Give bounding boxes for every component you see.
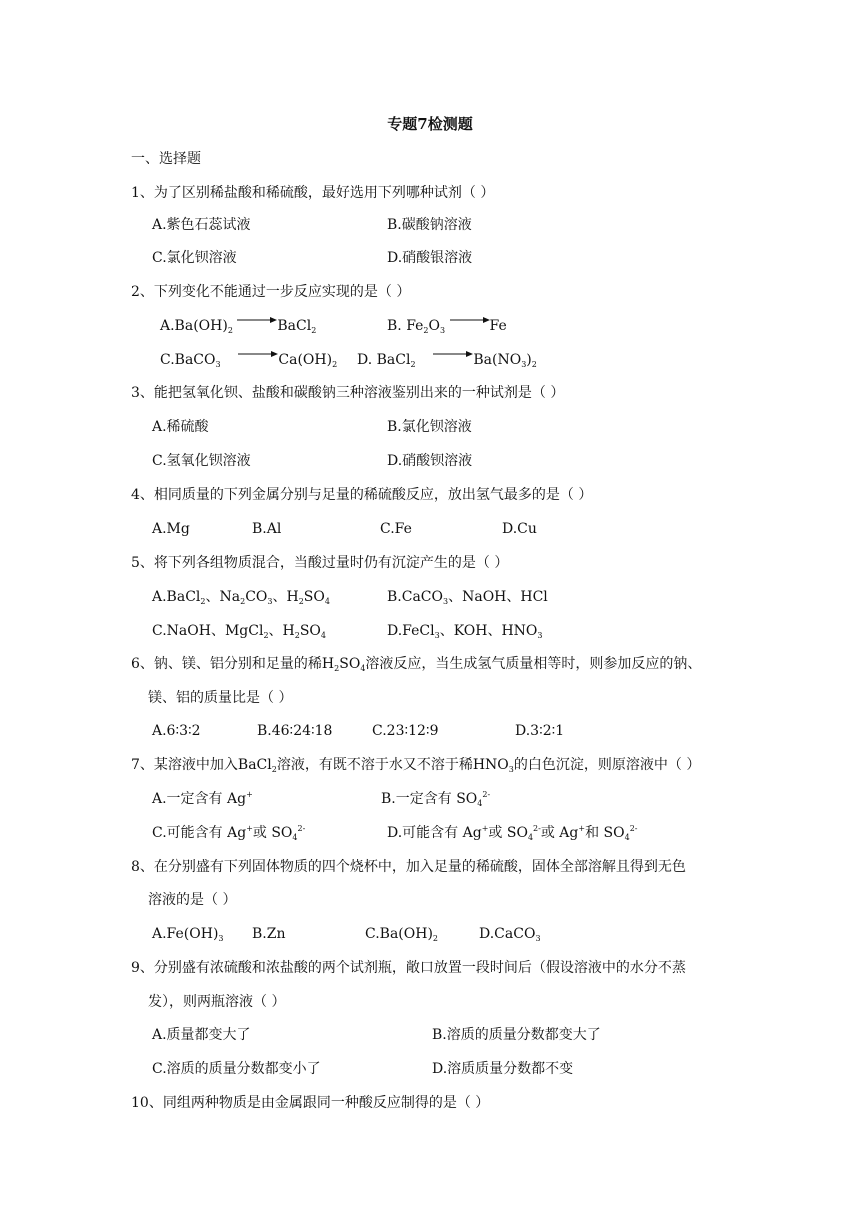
q2-option-b: B. $Fe_2O_3$ Fe — [387, 316, 507, 336]
q3-option-d: D.硝酸钡溶液 — [387, 453, 473, 469]
question-3: 3、能把氢氧化钡、盐酸和碳酸钠三种溶液鉴别出来的一种试剂是（ ） — [131, 385, 565, 401]
q9-option-c: C.溶质的质量分数都变小了 — [152, 1061, 321, 1077]
q4-option-a: A.Mg — [152, 521, 190, 537]
q6-option-d: D.3∶2∶1 — [515, 723, 565, 739]
question-2: 2、下列变化不能通过一步反应实现的是（ ） — [131, 284, 411, 300]
question-7: 7、某溶液中加入BaCl$_2$溶液，有既不溶于水又不溶于稀$HNO_3$的白色沉淀，则原溶液中（ ） — [131, 757, 701, 774]
page-title: 专题7检测题 — [387, 115, 473, 133]
q2-option-c: C.BaCO$_3$ $Ca(OH)_2$ — [160, 350, 337, 370]
question-5: 5、将下列各组物质混合，当酸过量时仍有沉淀产生的是（ ） — [131, 555, 509, 571]
arrow-icon — [237, 315, 277, 325]
question-8-continued: 溶液的是（ ） — [148, 892, 237, 908]
question-1: 1、为了区别稀盐酸和稀硫酸，最好选用下列哪种试剂（ ） — [131, 185, 495, 201]
question-9-continued: 发），则两瓶溶液（ ） — [148, 994, 286, 1010]
q2-option-a: $A.Ba(OH)_2$ BaCl$_2$ — [160, 316, 316, 336]
q9-option-a: A.质量都变大了 — [152, 1027, 251, 1043]
q3-option-a: A.稀硫酸 — [152, 419, 209, 435]
q6-option-a: A.6∶3∶2 — [152, 723, 201, 739]
arrow-icon — [238, 349, 278, 359]
q5-option-d: D.FeCl$_3$、KOH、$HNO_3$ — [387, 623, 543, 640]
q7-option-a: A.一定含有 Ag+ — [152, 790, 253, 807]
q4-option-c: C.Fe — [380, 521, 412, 537]
q5-option-a: A.BaCl$_2$、$Na_2CO_3$、$H_2SO_4$ — [152, 589, 330, 606]
q1-option-a: A.紫色石蕊试液 — [152, 217, 251, 233]
q7-option-c: C.可能含有 Ag+或 $SO_4^{2-}$ — [152, 824, 306, 842]
q4-option-b: B.Al — [252, 521, 282, 537]
q1-option-d: D.硝酸银溶液 — [387, 250, 473, 266]
q4-option-d: D.Cu — [502, 521, 537, 537]
question-4: 4、相同质量的下列金属分别与足量的稀硫酸反应，放出氢气最多的是（ ） — [131, 487, 593, 503]
q5-option-c: C.NaOH、MgCl$_2$、$H_2SO_4$ — [152, 623, 327, 640]
q1-option-b: B.碳酸钠溶液 — [387, 217, 472, 233]
q8-option-a: $A.Fe(OH)_3$ — [152, 926, 224, 943]
section-heading: 一、选择题 — [131, 151, 201, 167]
q7-option-b: B.一定含有 $SO_4^{2-}$ — [381, 790, 491, 808]
question-6-continued: 镁、铝的质量比是（ ） — [148, 690, 293, 706]
q6-option-b: B.46∶24∶18 — [257, 723, 333, 739]
q3-option-c: C.氢氧化钡溶液 — [152, 453, 251, 469]
q7-option-d: D.可能含有 Ag+或 $SO_4^{2-}$或 Ag+和 $SO_4^{2-}$ — [387, 824, 638, 842]
q9-option-d: D.溶质质量分数都不变 — [432, 1061, 574, 1077]
arrow-icon — [450, 315, 490, 325]
arrow-icon — [433, 349, 473, 359]
q9-option-b: B.溶质的质量分数都变大了 — [432, 1027, 601, 1043]
q5-option-b: B.CaCO$_3$、NaOH、HCl — [387, 589, 548, 606]
question-10: 10、同组两种物质是由金属跟同一种酸反应制得的是（ ） — [131, 1095, 490, 1111]
q1-option-c: C.氯化钡溶液 — [152, 250, 237, 266]
q2-option-d: D. BaCl$_2$ $Ba(NO_3)_2$ — [357, 350, 537, 370]
q8-option-d: D.CaCO$_3$ — [479, 926, 541, 943]
question-8: 8、在分别盛有下列固体物质的四个烧杯中，加入足量的稀硫酸，固体全部溶解且得到无色 — [131, 859, 686, 875]
q6-option-c: C.23∶12∶9 — [372, 723, 439, 739]
q8-option-c: $C.Ba(OH)_2$ — [365, 926, 439, 943]
question-9: 9、分别盛有浓硫酸和浓盐酸的两个试剂瓶，敞口放置一段时间后（假设溶液中的水分不蒸 — [131, 960, 686, 976]
question-6: 6、钠、镁、铝分别和足量的稀$H_2SO_4$溶液反应，当生成氢气质量相等时，则参加反应的钠、 — [131, 656, 702, 673]
q8-option-b: B.Zn — [252, 926, 286, 942]
q3-option-b: B.氯化钡溶液 — [387, 419, 472, 435]
